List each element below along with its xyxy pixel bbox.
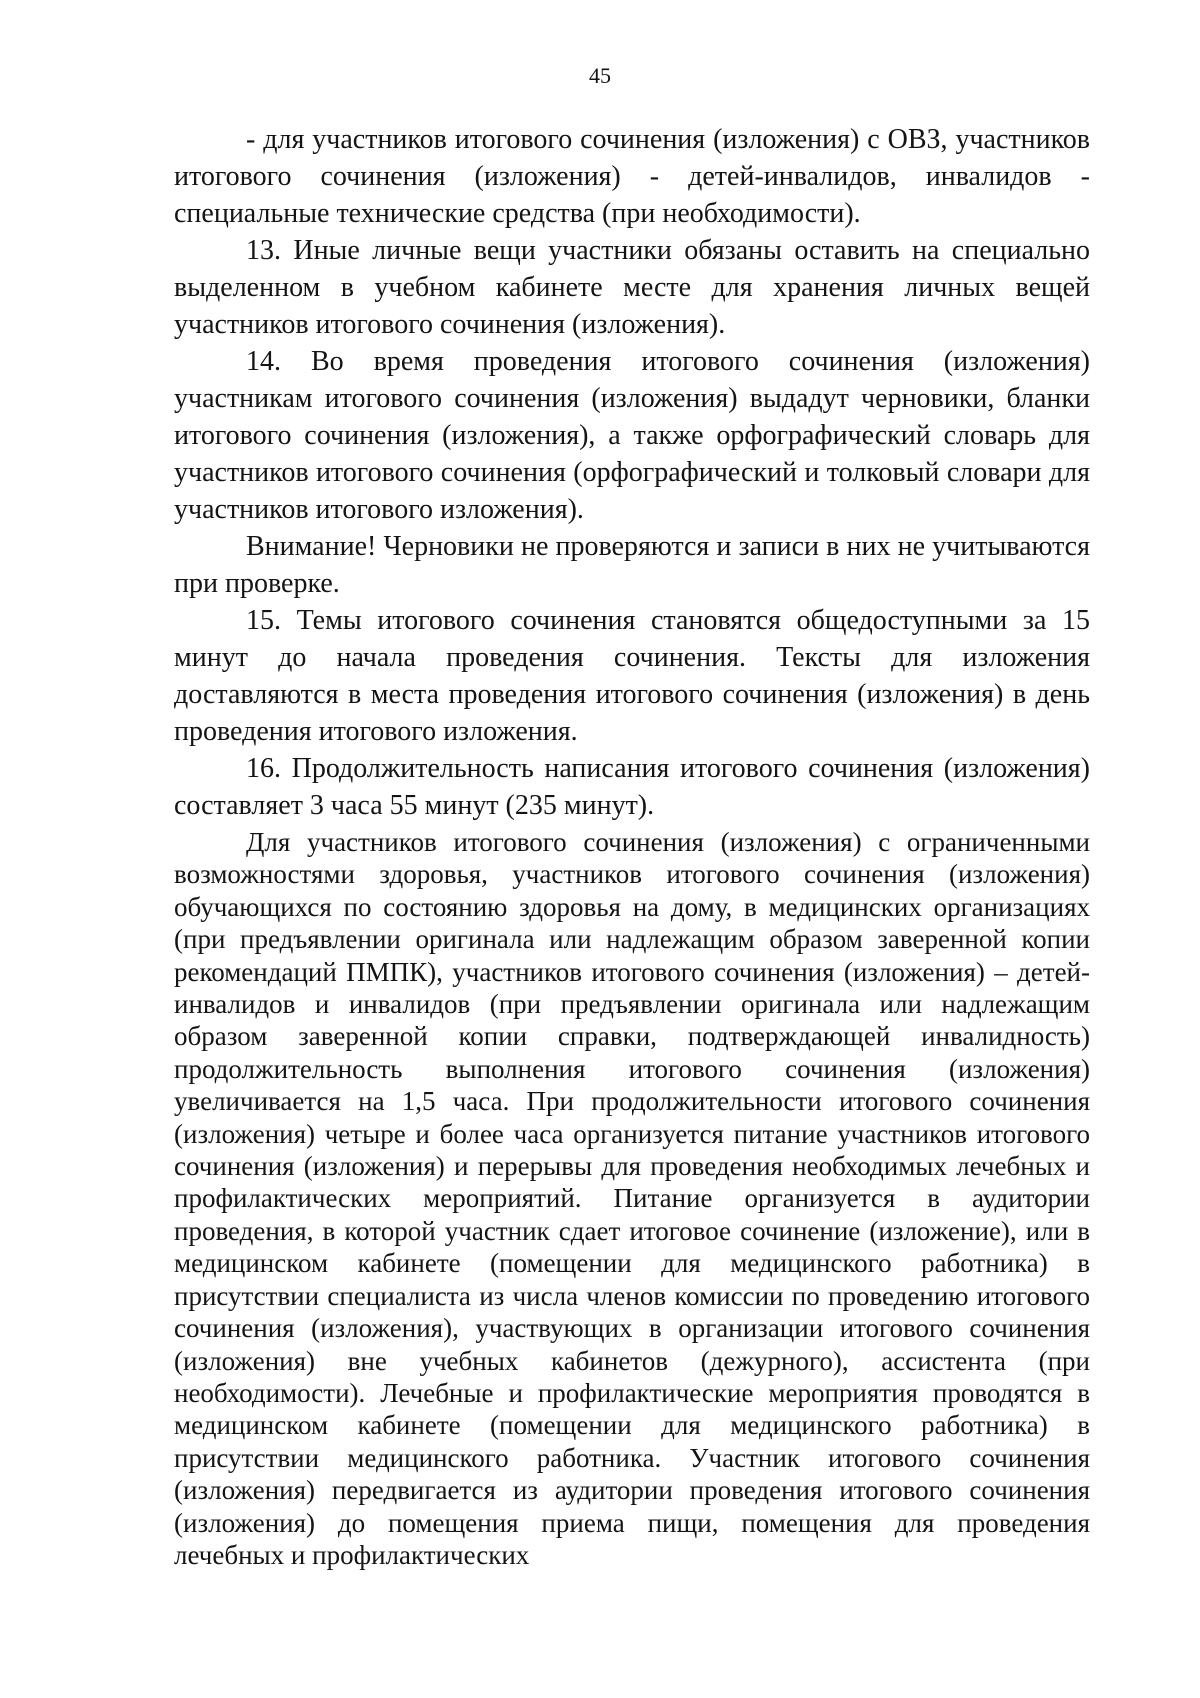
paragraph-attention-drafts: Внимание! Черновики не проверяются и записи в них не учитываются при проверке. [174,531,1090,599]
paragraph-special-means: - для участников итогового сочинения (изложения) с ОВЗ, участников итогового сочинения (изложения) - детей-инвалидов, инвалидов - специальные технические средства (при необходимости). [174,124,1090,229]
paragraph-16-duration: 16. Продолжительность написания итогового сочинения (изложения) составляет 3 часа 55 минут (235 минут). [174,753,1090,821]
paragraph-special-conditions: Для участников итогового сочинения (изложения) с ограниченными возможностями здоровья, участников итогового сочинения (изложения) обучающихся по состоянию здоровья на дому, в медицинских организациях (при предъявлении оригинала или надлежащим образом заверенной копии рекомендаций ПМПК), участников итогового сочинения (изложения) – детей-инвалидов и инвалидов (при предъявлении оригинала или надлежащим образом заверенной копии справки, подтверждающей инвалидность) продолжительность выполнения итогового сочинения (изложения) увеличивается на 1,5 часа. При продолжительности итогового сочинения (изложения) четыре и более часа организуется питание участников итогового сочинения (изложения) и перерывы для проведения необходимых лечебных и профилактических мероприятий. Питание организуется в аудитории проведения, в которой участник сдает итоговое сочинение (изложение), или в медицинском кабинете (помещении для медицинского работника) в присутствии специалиста из числа членов комиссии по проведению итогового сочинения (изложения), участвующих в организации итогового сочинения (изложения) вне учебных кабинетов (дежурного), ассистента (при необходимости). Лечебные и профилактические мероприятия проводятся в медицинском кабинете (помещении для медицинского работника) в присутствии медицинского работника. Участник итогового сочинения (изложения) передвигается из аудитории проведения итогового сочинения (изложения) до помещения приема пищи, помещения для проведения лечебных и профилактических [174,827,1090,1570]
paragraph-15-topics: 15. Темы итогового сочинения становятся общедоступными за 15 минут до начала проведения сочинения. Тексты для изложения доставляются в места проведения итогового сочинения (изложения) в день проведения итогового изложения. [174,605,1090,747]
paragraph-13-personal-items: 13. Иные личные вещи участники обязаны оставить на специально выделенном в учебном кабинете месте для хранения личных вещей участников итогового сочинения (изложения). [174,235,1090,340]
page-number: 45 [589,63,611,88]
document-body [174,121,1090,1571]
paragraph-14-drafts-and-forms: 14. Во время проведения итогового сочинения (изложения) участникам итогового сочинения (изложения) выдадут черновики, бланки итогового сочинения (изложения), а также орфографический словарь для участников итогового сочинения (орфографический и толковый словари для участников итогового изложения). [174,346,1090,525]
